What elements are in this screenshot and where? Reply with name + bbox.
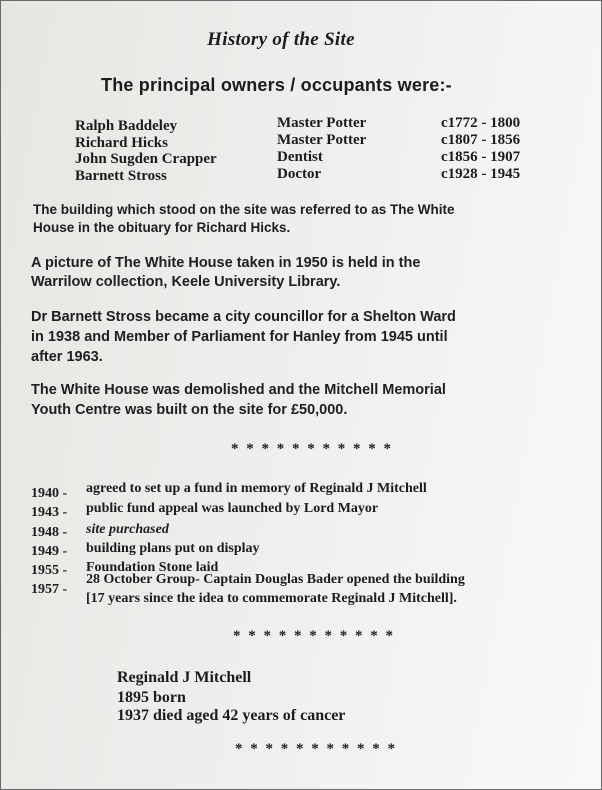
timeline-year: 1940 - — [31, 486, 68, 501]
timeline-year: 1943 - — [31, 505, 68, 520]
owner-dates: c1772 - 1800 — [441, 115, 521, 131]
owner-role: Doctor — [277, 166, 322, 182]
owner-name: John Sugden Crapper — [75, 151, 217, 167]
timeline-text: building plans put on display — [86, 541, 260, 556]
timeline-year: 1957 - — [31, 582, 68, 597]
paragraph-line: Warrilow collection, Keele University Library. — [31, 274, 341, 290]
owner-role: Master Potter — [277, 132, 367, 148]
page-title: History of the Site — [207, 29, 355, 50]
paragraph-line: The White House was demolished and the Mitchell Memorial — [31, 382, 446, 398]
paragraph-line: after 1963. — [31, 349, 103, 365]
timeline-year: 1949 - — [31, 544, 68, 559]
paragraph-line: in 1938 and Member of Parliament for Hanley from 1945 until — [31, 329, 448, 345]
owner-name: Barnett Stross — [75, 168, 167, 184]
owner-role: Dentist — [277, 149, 323, 165]
timeline-year: 1948 - — [31, 525, 68, 540]
timeline-year: 1955 - — [31, 563, 68, 578]
owner-dates: c1928 - 1945 — [441, 166, 521, 182]
owner-role: Master Potter — [277, 115, 367, 131]
owner-name: Richard Hicks — [75, 135, 168, 151]
timeline-text: 28 October Group- Captain Douglas Bader opened the building — [86, 572, 465, 587]
timeline-text: public fund appeal was launched by Lord Mayor — [86, 501, 379, 516]
owner-name: Ralph Baddeley — [75, 118, 178, 134]
timeline-text: Foundation Stone laid — [86, 560, 219, 575]
bio-name: Reginald J Mitchell — [117, 669, 252, 686]
owner-dates: c1807 - 1856 — [441, 132, 521, 148]
paragraph-line: Dr Barnett Stross became a city councillor for a Shelton Ward — [31, 309, 456, 325]
bio-born: 1895 born — [117, 689, 186, 706]
paragraph-line: Youth Centre was built on the site for £50,000. — [31, 402, 348, 418]
owners-heading: The principal owners / occupants were:- — [101, 75, 452, 95]
timeline-text: agreed to set up a fund in memory of Reginald J Mitchell — [86, 481, 427, 496]
timeline-continuation: [17 years since the idea to commemorate Reginald J Mitchell]. — [86, 591, 457, 606]
separator: * * * * * * * * * * * — [235, 741, 397, 757]
timeline-text: site purchased — [86, 522, 169, 537]
separator: * * * * * * * * * * * — [231, 441, 393, 457]
separator: * * * * * * * * * * * — [233, 628, 395, 644]
paragraph-line: The building which stood on the site was referred to as The White — [33, 202, 455, 217]
owner-dates: c1856 - 1907 — [441, 149, 521, 165]
paragraph-line: House in the obituary for Richard Hicks. — [33, 220, 291, 235]
bio-died: 1937 died aged 42 years of cancer — [117, 707, 346, 724]
paragraph-line: A picture of The White House taken in 1950 is held in the — [31, 255, 421, 271]
